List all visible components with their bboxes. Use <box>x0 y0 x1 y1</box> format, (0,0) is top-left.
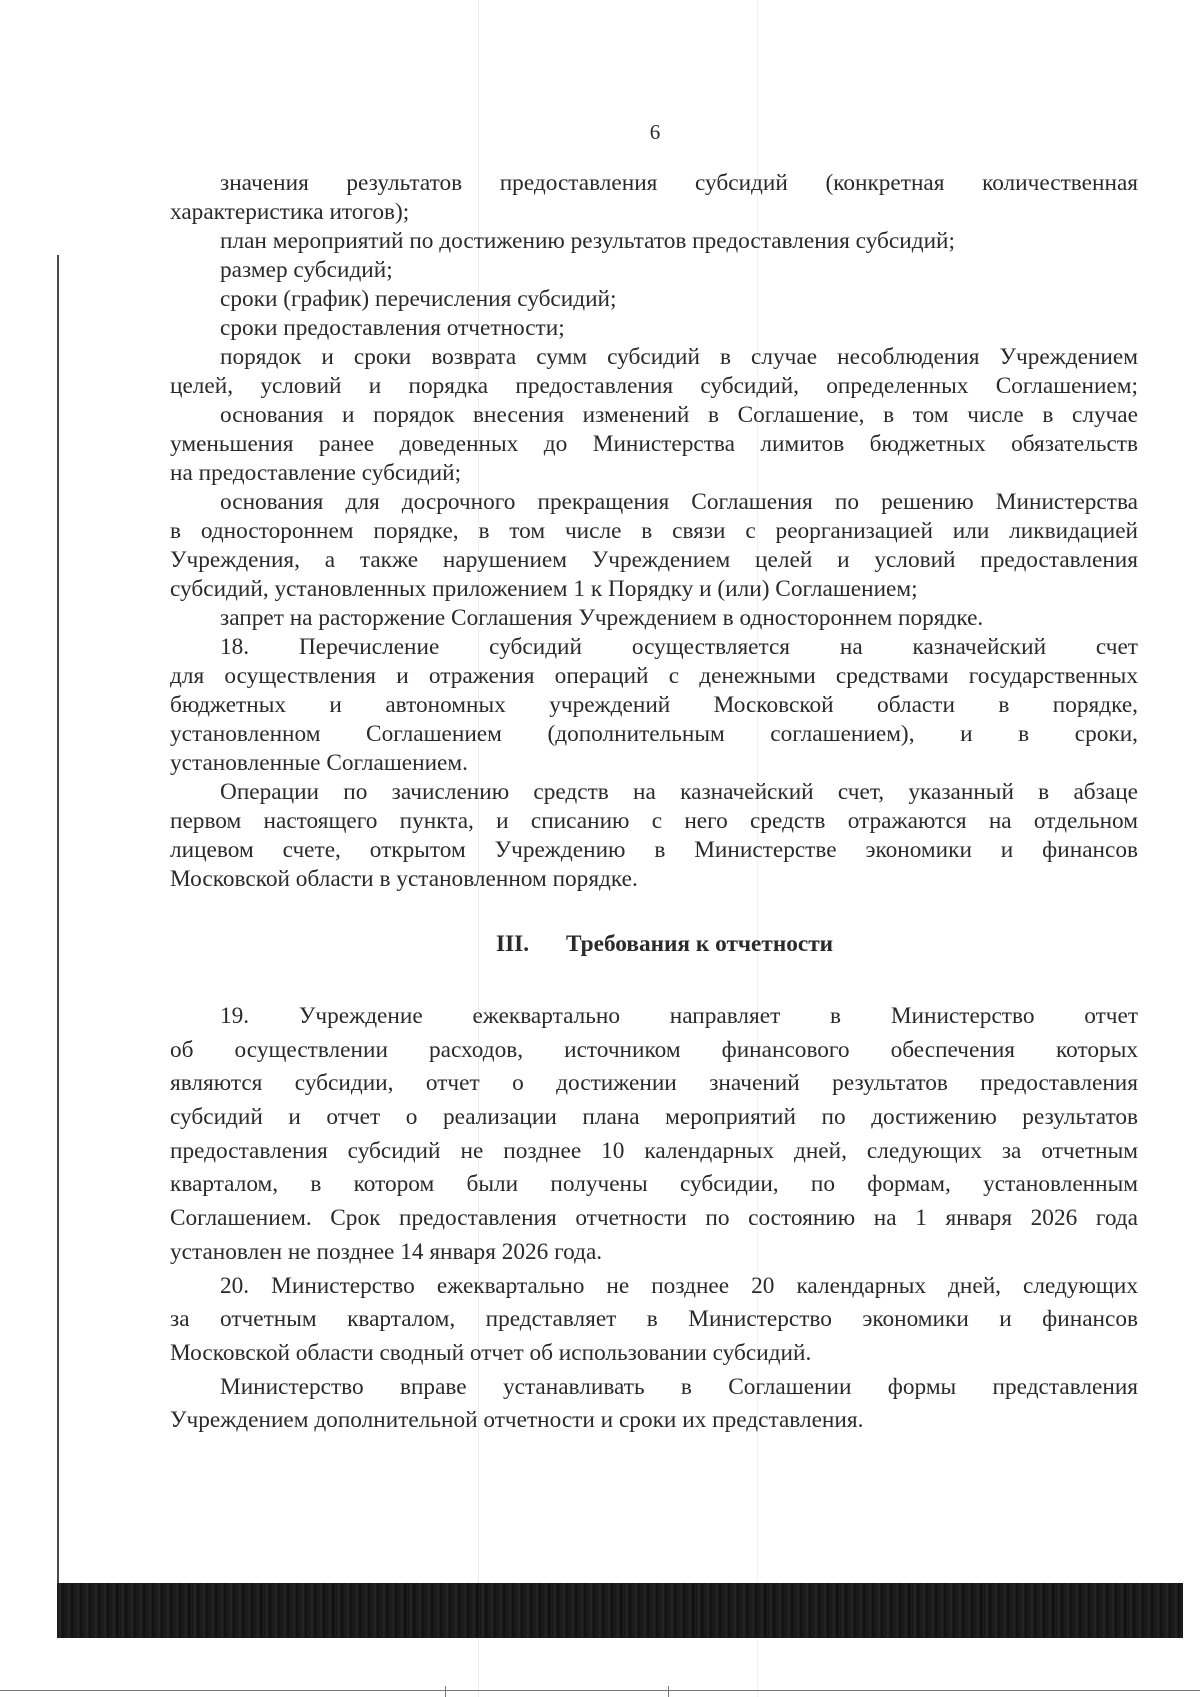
text-line: 19. Учреждение ежеквартально направляет в Министерство отчет <box>220 1003 1138 1029</box>
text-line: уменьшения ранее доведенных до Министерства лимитов бюджетных обязательств <box>170 431 1138 457</box>
text-line: установленном Соглашением (дополнительным соглашением), и в сроки, <box>170 721 1138 747</box>
text-line: значения результатов предоставления субсидий (конкретная количественная <box>220 170 1138 196</box>
text-line: порядок и сроки возврата сумм субсидий в случае несоблюдения Учреждением <box>220 344 1138 370</box>
section-title: Требования к отчетности <box>566 931 834 957</box>
text-line: являются субсидии, отчет о достижении значений результатов предоставления <box>170 1070 1138 1097</box>
text-line: сроки предоставления отчетности; <box>220 315 565 341</box>
text-block-upper <box>170 169 1138 894</box>
text-line: субсидий и отчет о реализации плана мероприятий по достижению результатов <box>170 1104 1138 1131</box>
text-line: для осуществления и отражения операций с денежными средствами государственных <box>170 663 1138 689</box>
scan-tick-mark <box>445 1686 446 1697</box>
text-line: Операции по зачислению средств на казначейский счет, указанный в абзаце <box>220 779 1138 805</box>
text-line: характеристика итогов); <box>170 199 410 225</box>
text-line: 20. Министерство ежеквартально не позднее 20 календарных дней, следующих <box>220 1272 1138 1299</box>
text-line: первом настоящего пункта, и списанию с него средств отражаются на отдельном <box>170 808 1138 834</box>
page-number: 6 <box>649 120 661 144</box>
text-line: Московской области сводный отчет об использовании субсидий. <box>170 1339 812 1366</box>
scan-bottom-edge <box>0 1690 1200 1691</box>
scan-left-edge <box>57 255 59 1635</box>
text-line: запрет на расторжение Соглашения Учреждением в одностороннем порядке. <box>220 605 984 631</box>
text-line: сроки (график) перечисления субсидий; <box>220 286 617 312</box>
text-line: лицевом счете, открытом Учреждению в Министерстве экономики и финансов <box>170 837 1138 863</box>
text-line: Учреждения, а также нарушением Учреждением целей и условий предоставления <box>170 547 1138 573</box>
text-line: целей, условий и порядка предоставления субсидий, определенных Соглашением; <box>170 373 1138 399</box>
text-block-lower <box>170 1000 1138 1438</box>
text-line: за отчетным кварталом, представляет в Министерство экономики и финансов <box>170 1306 1138 1333</box>
text-line: субсидий, установленных приложением 1 к Порядку и (или) Соглашением; <box>170 576 918 602</box>
text-line: об осуществлении расходов, источником финансового обеспечения которых <box>170 1036 1138 1063</box>
text-line: бюджетных и автономных учреждений Московской области в порядке, <box>170 692 1138 718</box>
text-line: размер субсидий; <box>220 257 393 283</box>
text-line: основания и порядок внесения изменений в Соглашение, в том числе в случае <box>220 402 1138 428</box>
text-line: кварталом, в котором были получены субсидии, по формам, установленным <box>170 1171 1138 1198</box>
text-line: в одностороннем порядке, в том числе в связи с реорганизацией или ликвидацией <box>170 518 1138 544</box>
text-line: Учреждением дополнительной отчетности и сроки их представления. <box>170 1407 864 1434</box>
section-number: III. <box>496 931 530 957</box>
text-line: 18. Перечисление субсидий осуществляется на казначейский счет <box>220 634 1138 660</box>
text-line: установленные Соглашением. <box>170 750 468 776</box>
scan-black-band <box>57 1583 1183 1638</box>
text-line: предоставления субсидий не позднее 10 календарных дней, следующих за отчетным <box>170 1137 1138 1164</box>
text-line: на предоставление субсидий; <box>170 460 462 486</box>
scan-tick-mark <box>668 1686 669 1697</box>
text-line: Министерство вправе устанавливать в Соглашении формы представления <box>220 1373 1138 1400</box>
text-line: Соглашением. Срок предоставления отчетности по состоянию на 1 января 2026 года <box>170 1205 1138 1232</box>
text-line: установлен не позднее 14 января 2026 года. <box>170 1238 603 1265</box>
text-line: Московской области в установленном порядке. <box>170 866 638 892</box>
text-line: план мероприятий по достижению результатов предоставления субсидий; <box>220 228 955 254</box>
text-line: основания для досрочного прекращения Соглашения по решению Министерства <box>220 489 1138 515</box>
